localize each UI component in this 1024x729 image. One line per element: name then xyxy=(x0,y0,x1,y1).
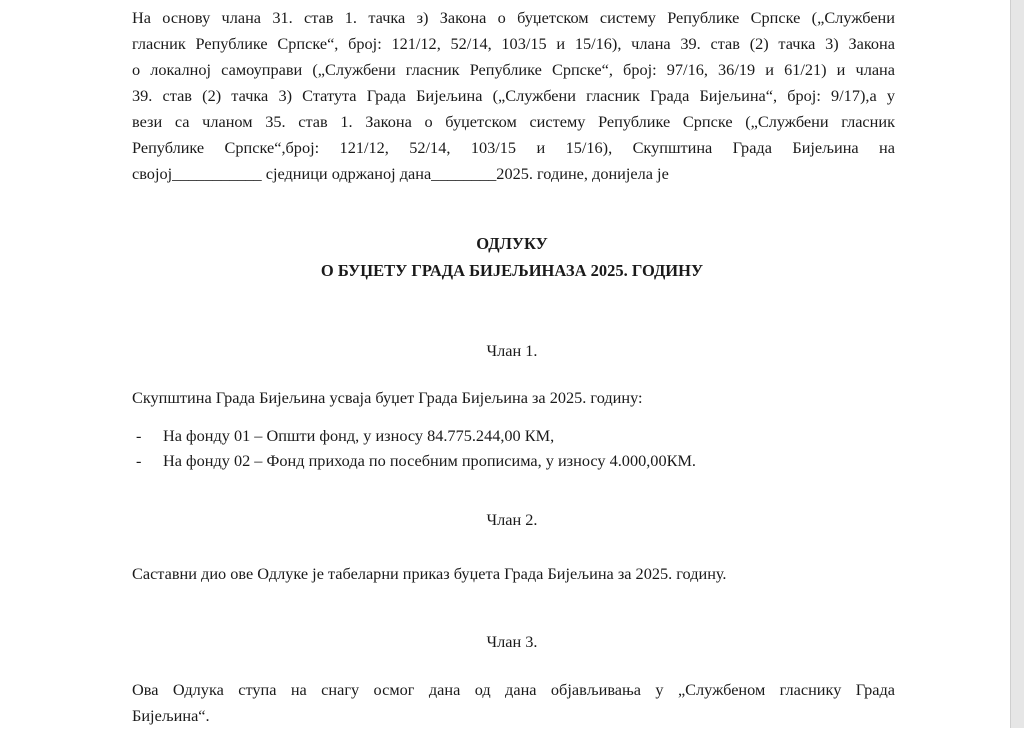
preamble-line: вези са чланом 35. став 1. Закона о буџетском систему Републике Српске („Службени гласник xyxy=(132,112,895,131)
decision-title: ОДЛУКУ xyxy=(476,234,548,253)
article-2-heading: Члан 2. xyxy=(486,510,538,529)
page-edge xyxy=(1010,0,1024,728)
article-1-heading: Члан 1. xyxy=(486,341,538,360)
article-3-line: Бијељина“. xyxy=(132,706,210,725)
bullet-marker: - xyxy=(136,426,142,445)
fund-02-item: На фонду 02 – Фонд прихода по посебним прописима, у износу 4.000,00КМ. xyxy=(163,451,696,470)
preamble-line: гласник Републике Српске“, број: 121/12, 52/14, 103/15 и 15/16), члана 39. став (2) тачка 3) Закона xyxy=(132,34,895,53)
preamble-line: Републике Српске“,број: 121/12, 52/14, 103/15 и 15/16), Скупштина Града Бијељина на xyxy=(132,138,895,157)
preamble-line: 39. став (2) тачка 3) Статута Града Бијељина („Службени гласник Града Бијељина“, број: 9/17),а у xyxy=(132,86,895,105)
fund-01-item: На фонду 01 – Општи фонд, у износу 84.775.244,00 КМ, xyxy=(163,426,555,445)
preamble-paragraph xyxy=(132,5,895,187)
bullet-marker: - xyxy=(136,451,142,470)
article-3-text xyxy=(132,677,895,729)
article-3-line: Ова Одлука ступа на снагу осмог дана од дана објављивања у „Службеном гласнику Града xyxy=(132,680,895,699)
decision-subtitle: О БУЏЕТУ ГРАДА БИЈЕЉИНАЗА 2025. ГОДИНУ xyxy=(320,261,704,280)
preamble-line: о локалној самоуправи („Службени гласник Републике Српске“, број: 97/16, 36/19 и 61/21) и члана xyxy=(132,60,895,79)
article-3-heading: Члан 3. xyxy=(486,632,538,651)
article-1-text: Скупштина Града Бијељина усваја буџет Града Бијељина за 2025. годину: xyxy=(132,388,643,407)
preamble-line: својој___________ сједници одржаној дана________2025. године, донијела је xyxy=(132,164,669,183)
article-2-text: Саставни дио ове Одлуке је табеларни приказ буџета Града Бијељина за 2025. годину. xyxy=(132,564,727,583)
preamble-line: На основу члана 31. став 1. тачка з) Закона о буџетском систему Републике Српске („Службени xyxy=(132,8,895,27)
